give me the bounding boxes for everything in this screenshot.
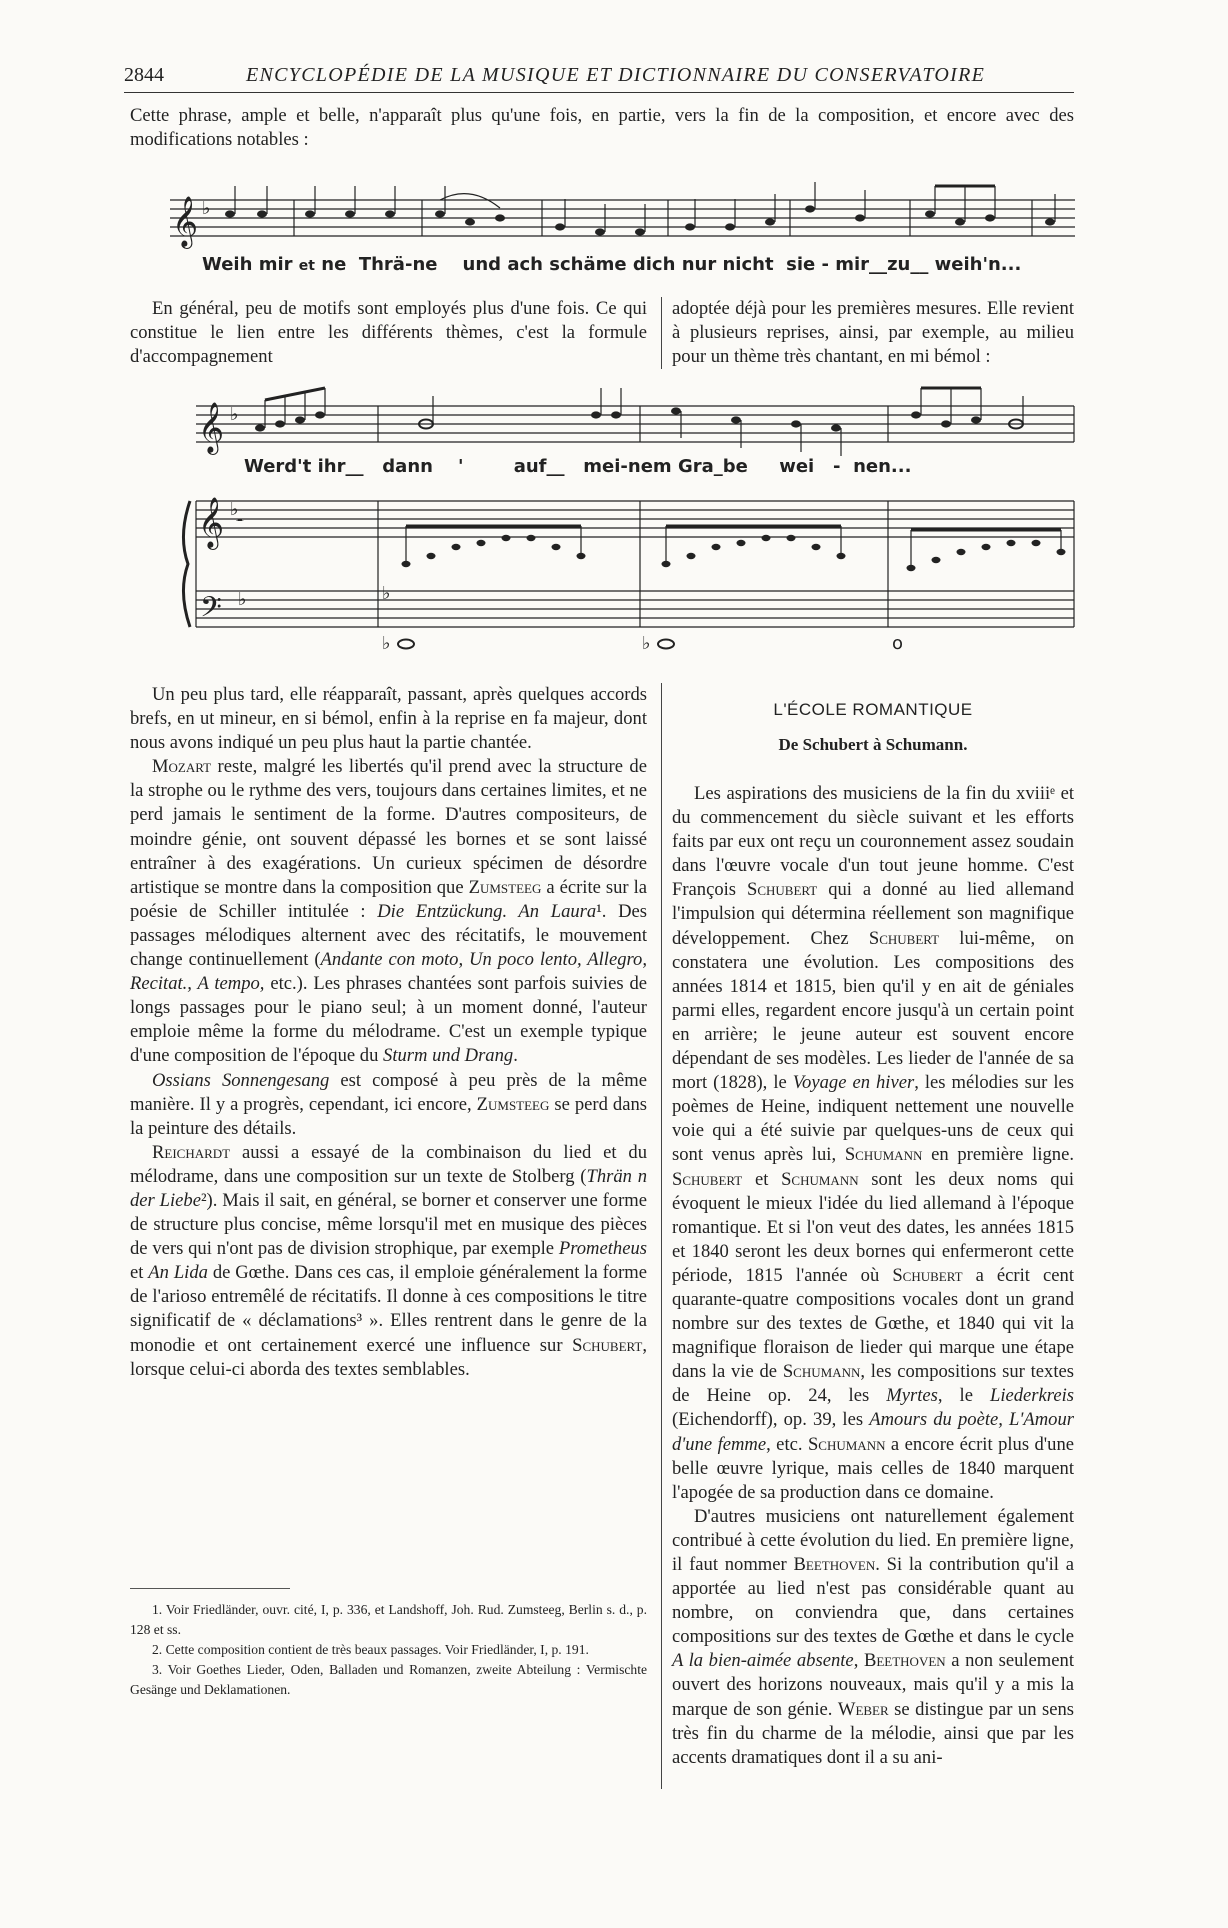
column-divider-top [661,297,662,369]
svg-text:o: o [892,633,904,654]
svg-text:𝄼: 𝄼 [236,509,244,533]
right-top-text: adoptée déjà pour les premières mesures. Elle revient à plusieurs reprises, ainsi, par exemple, au milieu pour un thème très chantant, en mi bémol : [672,298,1074,368]
section-subtitle: De Schubert à Schumann. [778,735,968,754]
svg-text:♭: ♭ [238,589,247,610]
right-column [672,782,1074,1770]
intro-text: Cette phrase, ample et belle, n'apparaît plus qu'une fois, en partie, vers la fin de la composition, et encore avec des modifications notables : [130,105,1074,151]
section-title: L'ÉCOLE ROMANTIQUE [773,700,973,719]
music-example-2-lyrics: Werd't ihr__ dann ' auf__ mei-nem Gra_be wei - nen... [244,456,912,477]
svg-text:𝄞: 𝄞 [198,497,225,548]
svg-text:♭: ♭ [230,404,239,425]
intro-paragraph [130,104,1074,152]
svg-text:𝄞: 𝄞 [172,196,199,247]
footnote-2: 2. Cette composition contient de très beaux passages. Voir Friedländer, I, p. 191. [152,1642,589,1657]
right-paragraph-1: Les aspirations des musiciens de la fin du xviiiᵉ et du commencement du siècle suivant et les efforts faits par eux ont reçu un couronnement assez soudain dans l'œuvre vocale d'un tout jeune homme. C'est François Schubert qui a donné au lied allemand l'impulsion qui détermina réellement son magnifique développement. Chez Schubert lui-même, on constatera une évolution. Les compositions des années 1814 et 1815, bien qu'il y en ait de géniales parmi elles, regardent encore jusqu'à un certain point en arrière; le jeune auteur est souvent encore dépendant de ses modèles. Les lieder de l'année de sa mort (1828), le Voyage en hiver, les mélodies sur les poèmes de Heine, indiquent nettement une nouvelle voie qui a été suivie par quelques-uns de ceux qui sont venus après lui, Schumann en première ligne. Schubert et Schumann sont les deux noms qui évoquent le mieux l'idée du lied allemand à l'époque romantique. Et si l'on veut des dates, les années 1815 et 1840 seront les deux bornes qui enfermeront cette période, 1815 l'année où Schubert a écrit cent quarante-quatre compositions vocales dont un grand nombre sur des textes de Gœthe, et 1840 qui vit la magnifique floraison de lieder qui marque une étape dans la vie de Schumann, les compositions sur textes de Heine op. 24, les Myrtes, le Liederkreis (Eichendorff), op. 39, les Amours du poète, L'Amour d'une femme, etc. Schumann a encore écrit plus d'une belle œuvre lyrique, mais celles de 1840 marquent l'apogée de sa production dans ce domaine. [672,783,1075,1503]
running-header [124,62,1074,93]
right-top-paragraph [672,297,1074,369]
svg-text:♭: ♭ [382,633,391,654]
svg-text:♭: ♭ [230,499,239,520]
column-divider [661,683,662,1789]
left-paragraph-4: Reichardt aussi a essayé de la combinaison du lied et du mélodrame, dans une composition sur un texte de Stolberg (Thrän n der Liebe²). Mais il sait, en général, se borner et conserver une forme de structure plus concise, même lorsqu'il met en musique des pièces de vers qui n'ont pas de division strophique, par exemple Prometheus et An Lida de Gœthe. Dans ces cas, il emploie généralement la forme de l'arioso entremêlé de récitatifs. Il donne à ces compositions le titre significatif de « déclamations³ ». Elles rentrent dans le genre de la monodie et ont certainement exercé une influence sur Schubert, lorsque celui-ci aborda des textes semblables. [130,1141,647,1380]
svg-text:𝄢: 𝄢 [200,591,222,631]
header-title: ENCYCLOPÉDIE DE LA MUSIQUE ET DICTIONNAIRE DU CONSERVATOIRE [246,64,986,86]
left-paragraph-2: Mozart reste, malgré les libertés qu'il prend avec la structure de la strophe ou le rythme des vers, toujours dans certaines limites, et ne perd jamais le sentiment de la forme. D'autres compositeurs, de moindre génie, ont souvent dépassé les bornes et se sont laissé entraîner à des exagérations. Un curieux spécimen de désordre artistique se montre dans la composition que Zumsteeg a écrite sur la poésie de Schiller intitulée : Die Entzückung. An Laura¹. Des passages mélodiques alternent avec des récitatifs, le mouvement change continuellement (Andante con moto, Un poco lento, Allegro, Recitat., A tempo, etc.). Les phrases chantées sont parfois suivies de longs passages pour le piano seul; à un moment donné, l'auteur emploie même la forme du mélodrame. C'est un exemple typique d'une composition de l'époque du Sturm und Drang. [130,756,647,1067]
right-paragraph-2: D'autres musiciens ont naturellement également contribué à cette évolution du lied. En première ligne, il faut nommer Beethoven. Si la contribution qu'il a apportée au lied n'est pas considérable quant au nombre, on conviendra que, dans certaines compositions sur des textes de Gœthe et dans le cycle A la bien-aimée absente, Beethoven a non seulement ouvert des horizons nouveaux, mais qu'il y a mis la marque de son génie. Weber se distingue par un sens très fin du charme de la mélodie, ainsi que par les accents dramatiques dont il a su ani- [672,1505,1074,1768]
left-paragraph-1: Un peu plus tard, elle réapparaît, passant, après quelques accords brefs, en ut mineur, en si bémol, enfin à la reprise en fa majeur, dont nous avons indiqué un peu plus haut la partie chantée. [130,684,647,754]
footnote-1: 1. Voir Friedländer, ouvr. cité, I, p. 336, et Landshoff, Joh. Rud. Zumsteeg, Berlin s. d., p. 128 et ss. [130,1602,647,1637]
music-example-1-lyrics: Weih mir et ne Thrä-ne und ach schäme dich nur nicht sie - mir__zu__ weih'n... [202,254,1022,275]
left-column [130,683,647,1382]
footnotes [130,1600,647,1700]
name-mozart: Mozart [152,756,212,778]
svg-text:♭: ♭ [642,633,651,654]
svg-text:♭: ♭ [382,583,391,604]
left-top-paragraph [130,297,647,369]
left-paragraph-3: Ossians Sonnengesang est composé à peu près de la même manière. Il y a progrès, cependant, ici encore, Zumsteeg se perd dans la peinture des détails. [130,1069,647,1139]
left-top-text: En général, peu de motifs sont employés plus d'une fois. Ce qui constitue le lien entre les différents thèmes, c'est la formule d'accompagnement [130,298,647,368]
music-example-2 [176,386,1076,666]
music-example-1 [170,180,1080,265]
svg-text:𝄞: 𝄞 [198,402,225,453]
svg-text:♭: ♭ [202,198,211,219]
page-number: 2844 [124,64,164,86]
footnote-rule [130,1588,290,1589]
footnote-3: 3. Voir Goethes Lieder, Oden, Balladen und Romanzen, zweite Abteilung : Vermischte Gesänge und Deklamationen. [130,1662,647,1697]
